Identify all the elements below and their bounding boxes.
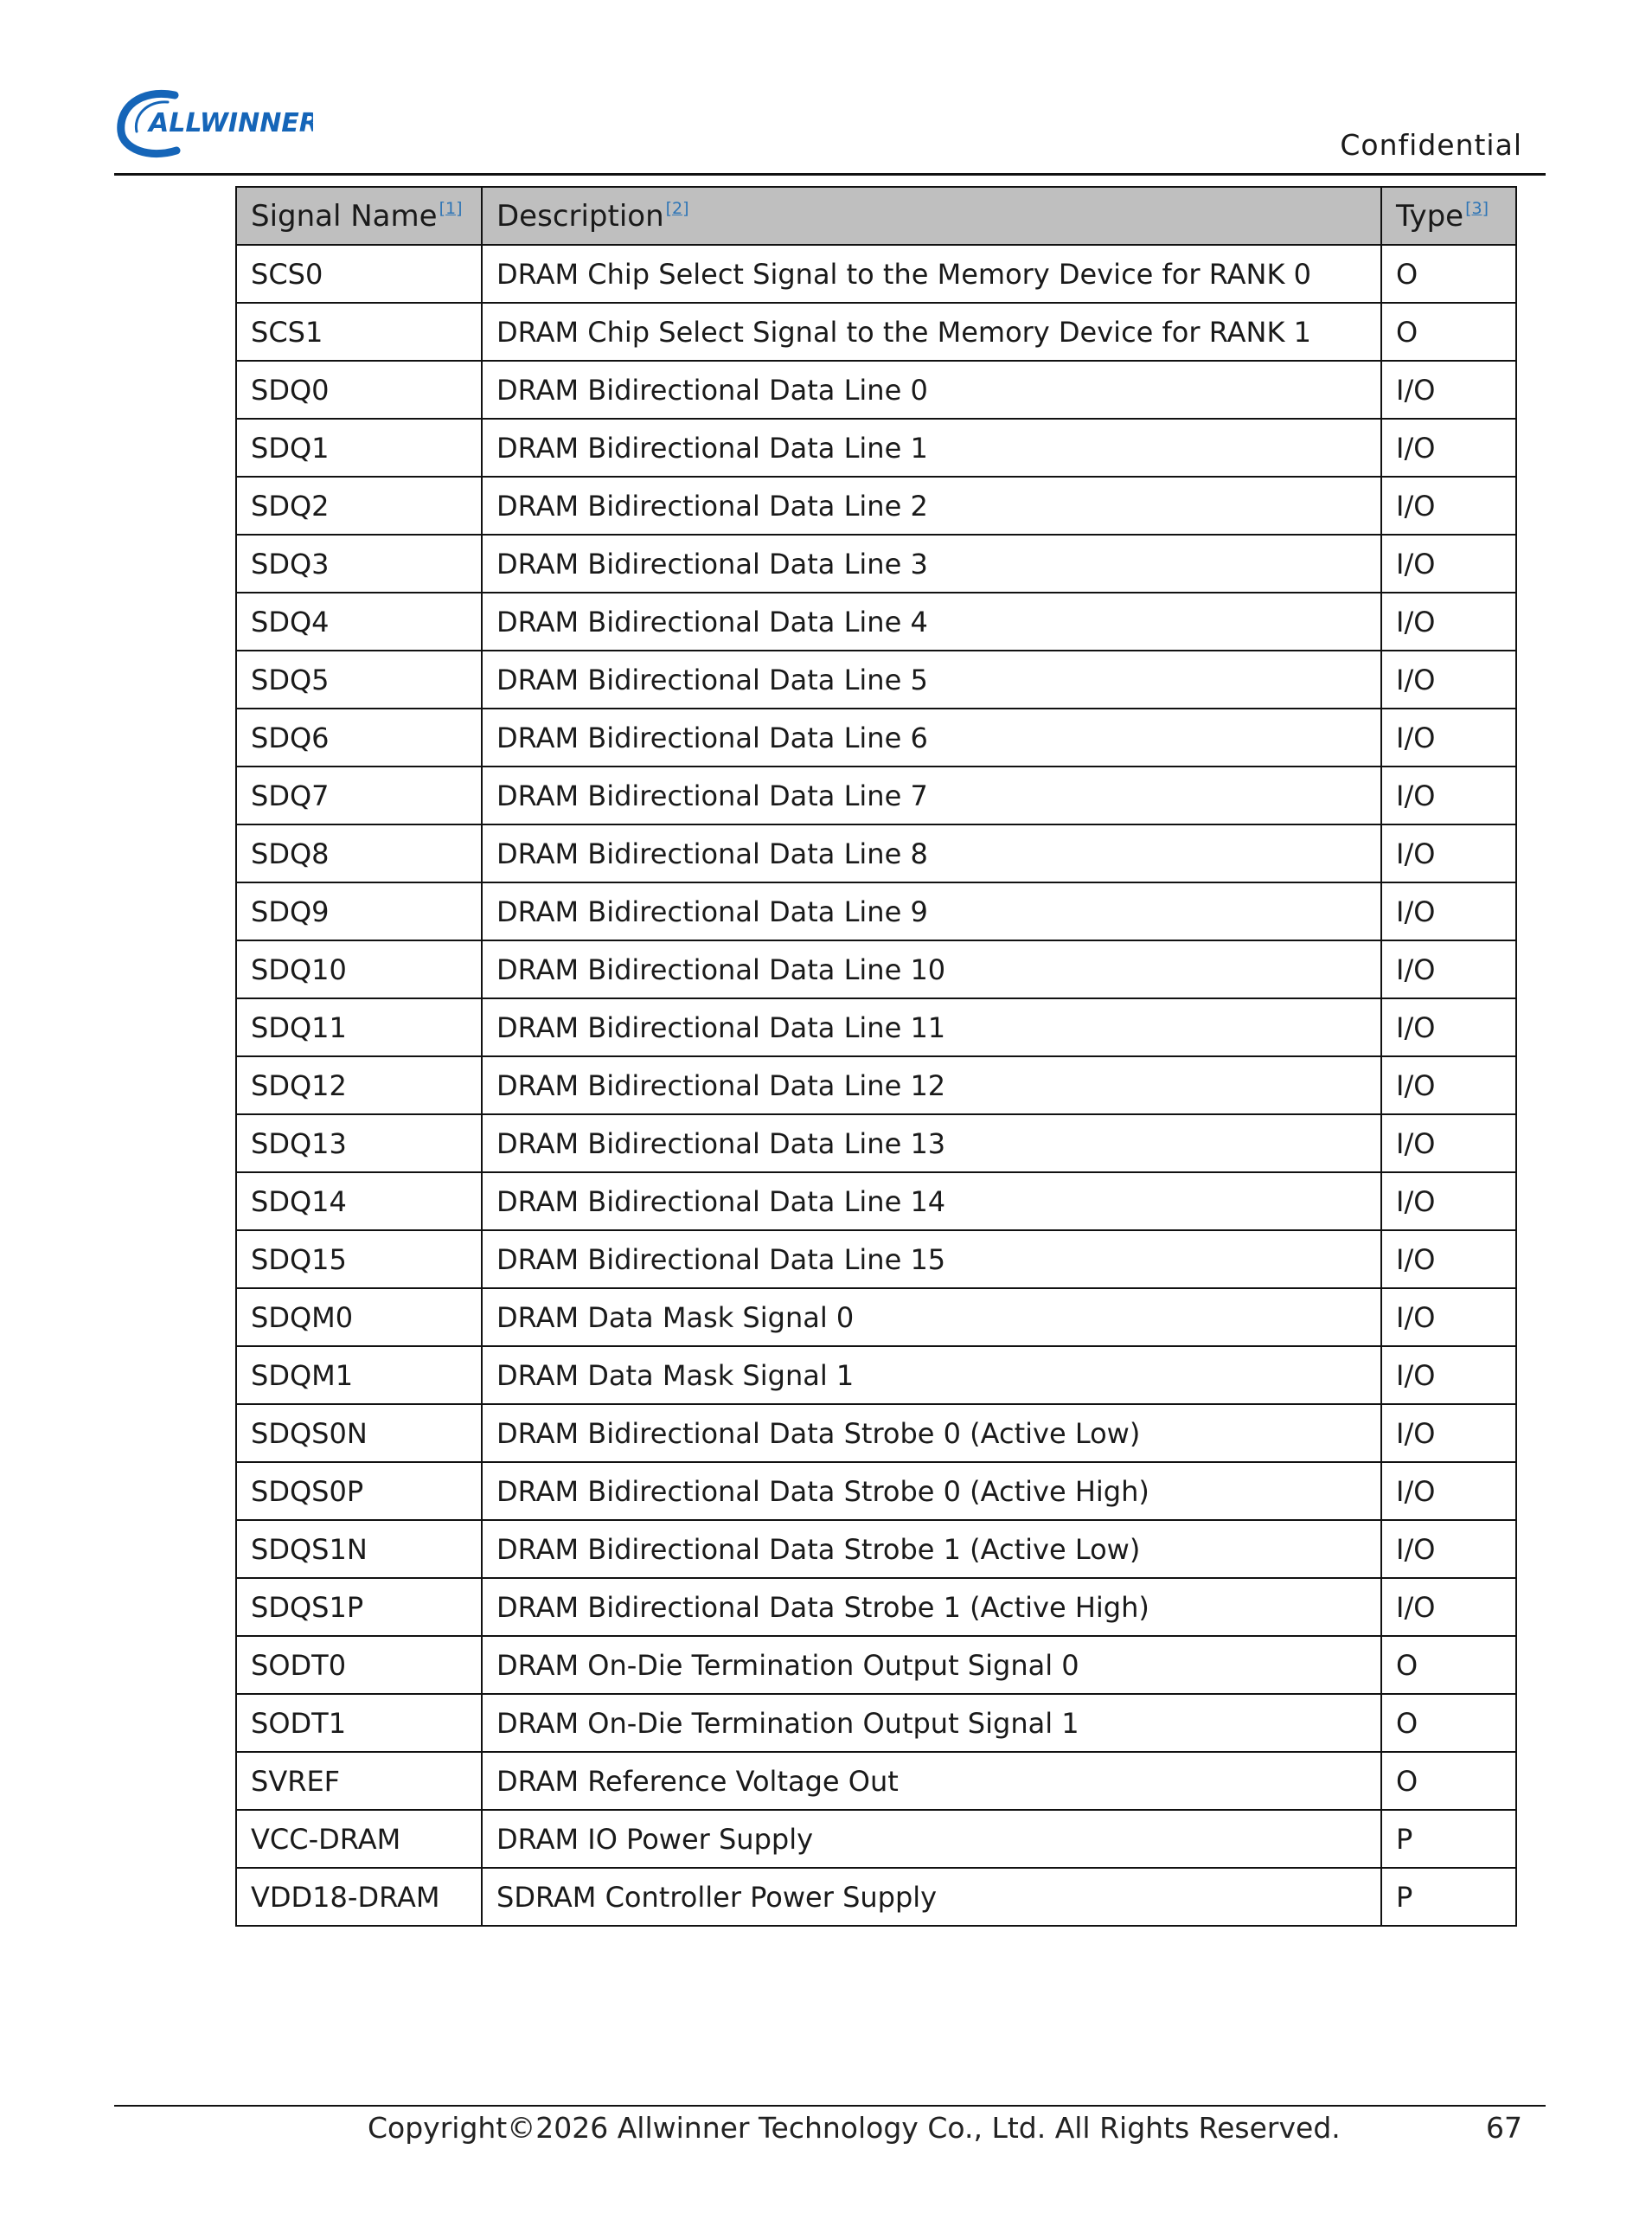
description-cell: DRAM Bidirectional Data Line 7 bbox=[482, 767, 1381, 824]
table-row bbox=[236, 1288, 1516, 1346]
table-header-row bbox=[236, 187, 1516, 245]
signal-name-cell: SDQ13 bbox=[236, 1114, 482, 1172]
description-cell: DRAM Bidirectional Data Line 5 bbox=[482, 651, 1381, 709]
footnote-link-3[interactable]: [3] bbox=[1465, 198, 1489, 218]
page-number: 67 bbox=[1486, 2111, 1522, 2145]
description-cell: DRAM Chip Select Signal to the Memory Device for RANK 0 bbox=[482, 245, 1381, 303]
signal-name-cell: VDD18-DRAM bbox=[236, 1868, 482, 1926]
type-cell: O bbox=[1381, 1636, 1516, 1694]
signal-name-cell: SVREF bbox=[236, 1752, 482, 1810]
type-cell: O bbox=[1381, 1694, 1516, 1752]
table-row bbox=[236, 1172, 1516, 1230]
table-row bbox=[236, 1056, 1516, 1114]
signal-name-cell: SDQ5 bbox=[236, 651, 482, 709]
type-cell: I/O bbox=[1381, 1578, 1516, 1636]
description-cell: DRAM Bidirectional Data Line 10 bbox=[482, 940, 1381, 998]
type-cell: I/O bbox=[1381, 998, 1516, 1056]
table-row bbox=[236, 824, 1516, 882]
description-cell: DRAM Bidirectional Data Strobe 0 (Active High) bbox=[482, 1462, 1381, 1520]
table-row bbox=[236, 535, 1516, 593]
type-cell: I/O bbox=[1381, 1346, 1516, 1404]
signal-name-cell: SDQ12 bbox=[236, 1056, 482, 1114]
description-cell: DRAM Bidirectional Data Line 2 bbox=[482, 477, 1381, 535]
table-row bbox=[236, 767, 1516, 824]
type-cell: P bbox=[1381, 1868, 1516, 1926]
signal-table bbox=[235, 186, 1517, 1927]
type-cell: I/O bbox=[1381, 1172, 1516, 1230]
signal-name-cell: SCS0 bbox=[236, 245, 482, 303]
signal-name-cell: SDQ11 bbox=[236, 998, 482, 1056]
type-cell: I/O bbox=[1381, 824, 1516, 882]
description-cell: DRAM Bidirectional Data Line 15 bbox=[482, 1230, 1381, 1288]
signal-name-cell: SDQS1P bbox=[236, 1578, 482, 1636]
header-divider bbox=[114, 173, 1546, 176]
type-cell: I/O bbox=[1381, 1520, 1516, 1578]
table-row bbox=[236, 709, 1516, 767]
type-cell: I/O bbox=[1381, 1288, 1516, 1346]
type-cell: O bbox=[1381, 245, 1516, 303]
header-type: Type [3] bbox=[1381, 187, 1516, 245]
signal-name-cell: SDQS0N bbox=[236, 1404, 482, 1462]
type-cell: P bbox=[1381, 1810, 1516, 1868]
table-row bbox=[236, 245, 1516, 303]
allwinner-logo bbox=[114, 87, 313, 164]
type-cell: I/O bbox=[1381, 1230, 1516, 1288]
type-cell: I/O bbox=[1381, 651, 1516, 709]
table-row bbox=[236, 1810, 1516, 1868]
signal-name-cell: SDQM0 bbox=[236, 1288, 482, 1346]
logo-wordmark: ALLWINNER bbox=[149, 108, 313, 138]
type-cell: I/O bbox=[1381, 593, 1516, 651]
description-cell: DRAM Bidirectional Data Strobe 0 (Active Low) bbox=[482, 1404, 1381, 1462]
table-row bbox=[236, 651, 1516, 709]
description-cell: DRAM Bidirectional Data Line 13 bbox=[482, 1114, 1381, 1172]
signal-name-cell: SDQ6 bbox=[236, 709, 482, 767]
description-cell: DRAM Bidirectional Data Line 0 bbox=[482, 361, 1381, 419]
type-cell: I/O bbox=[1381, 767, 1516, 824]
header-signal-name: Signal Name [1] bbox=[236, 187, 482, 245]
type-cell: I/O bbox=[1381, 361, 1516, 419]
type-cell: I/O bbox=[1381, 940, 1516, 998]
table-row bbox=[236, 303, 1516, 361]
signal-name-cell: SDQ1 bbox=[236, 419, 482, 477]
type-cell: O bbox=[1381, 303, 1516, 361]
table-row bbox=[236, 361, 1516, 419]
signal-name-cell: VCC-DRAM bbox=[236, 1810, 482, 1868]
type-cell: I/O bbox=[1381, 1114, 1516, 1172]
description-cell: DRAM IO Power Supply bbox=[482, 1810, 1381, 1868]
table-row bbox=[236, 1462, 1516, 1520]
type-cell: I/O bbox=[1381, 1404, 1516, 1462]
table-row bbox=[236, 998, 1516, 1056]
signal-name-cell: SDQ14 bbox=[236, 1172, 482, 1230]
description-cell: DRAM Reference Voltage Out bbox=[482, 1752, 1381, 1810]
description-cell: DRAM On-Die Termination Output Signal 0 bbox=[482, 1636, 1381, 1694]
type-cell: O bbox=[1381, 1752, 1516, 1810]
table-row bbox=[236, 1114, 1516, 1172]
signal-name-cell: SDQ15 bbox=[236, 1230, 482, 1288]
signal-name-cell: SODT1 bbox=[236, 1694, 482, 1752]
type-cell: I/O bbox=[1381, 477, 1516, 535]
description-cell: DRAM Bidirectional Data Strobe 1 (Active High) bbox=[482, 1578, 1381, 1636]
footnote-link-2[interactable]: [2] bbox=[665, 198, 689, 218]
signal-name-cell: SCS1 bbox=[236, 303, 482, 361]
signal-name-cell: SDQ4 bbox=[236, 593, 482, 651]
description-cell: DRAM Data Mask Signal 1 bbox=[482, 1346, 1381, 1404]
description-cell: DRAM Bidirectional Data Line 3 bbox=[482, 535, 1381, 593]
table-row bbox=[236, 882, 1516, 940]
description-cell: DRAM Chip Select Signal to the Memory Device for RANK 1 bbox=[482, 303, 1381, 361]
description-cell: DRAM Data Mask Signal 0 bbox=[482, 1288, 1381, 1346]
signal-name-cell: SDQS0P bbox=[236, 1462, 482, 1520]
signal-name-cell: SDQ2 bbox=[236, 477, 482, 535]
table-row bbox=[236, 1578, 1516, 1636]
table-row bbox=[236, 1694, 1516, 1752]
description-cell: DRAM Bidirectional Data Line 14 bbox=[482, 1172, 1381, 1230]
header-description: Description [2] bbox=[482, 187, 1381, 245]
footnote-link-1[interactable]: [1] bbox=[439, 198, 463, 218]
signal-name-cell: SDQ0 bbox=[236, 361, 482, 419]
signal-name-cell: SDQ8 bbox=[236, 824, 482, 882]
description-cell: DRAM Bidirectional Data Line 9 bbox=[482, 882, 1381, 940]
table-row bbox=[236, 1404, 1516, 1462]
description-cell: DRAM Bidirectional Data Strobe 1 (Active Low) bbox=[482, 1520, 1381, 1578]
signal-name-cell: SDQ7 bbox=[236, 767, 482, 824]
description-cell: DRAM Bidirectional Data Line 4 bbox=[482, 593, 1381, 651]
type-cell: I/O bbox=[1381, 419, 1516, 477]
table-row bbox=[236, 593, 1516, 651]
description-cell: SDRAM Controller Power Supply bbox=[482, 1868, 1381, 1926]
table-row bbox=[236, 477, 1516, 535]
table-row bbox=[236, 1230, 1516, 1288]
description-cell: DRAM Bidirectional Data Line 11 bbox=[482, 998, 1381, 1056]
confidential-label: Confidential bbox=[1340, 128, 1522, 162]
table-row bbox=[236, 940, 1516, 998]
table-row bbox=[236, 419, 1516, 477]
copyright-text: Copyright©2026 Allwinner Technology Co., Ltd. All Rights Reserved. bbox=[368, 2111, 1341, 2145]
type-cell: I/O bbox=[1381, 1462, 1516, 1520]
table-row bbox=[236, 1636, 1516, 1694]
description-cell: DRAM Bidirectional Data Line 12 bbox=[482, 1056, 1381, 1114]
table-row bbox=[236, 1520, 1516, 1578]
type-cell: I/O bbox=[1381, 1056, 1516, 1114]
description-cell: DRAM Bidirectional Data Line 6 bbox=[482, 709, 1381, 767]
description-cell: DRAM Bidirectional Data Line 1 bbox=[482, 419, 1381, 477]
table-row bbox=[236, 1868, 1516, 1926]
signal-name-cell: SODT0 bbox=[236, 1636, 482, 1694]
type-cell: I/O bbox=[1381, 882, 1516, 940]
table-row bbox=[236, 1346, 1516, 1404]
footer-divider bbox=[114, 2105, 1546, 2107]
description-cell: DRAM On-Die Termination Output Signal 1 bbox=[482, 1694, 1381, 1752]
table-row bbox=[236, 1752, 1516, 1810]
signal-name-cell: SDQ3 bbox=[236, 535, 482, 593]
type-cell: I/O bbox=[1381, 535, 1516, 593]
description-cell: DRAM Bidirectional Data Line 8 bbox=[482, 824, 1381, 882]
signal-name-cell: SDQS1N bbox=[236, 1520, 482, 1578]
type-cell: I/O bbox=[1381, 709, 1516, 767]
signal-name-cell: SDQM1 bbox=[236, 1346, 482, 1404]
signal-name-cell: SDQ10 bbox=[236, 940, 482, 998]
signal-name-cell: SDQ9 bbox=[236, 882, 482, 940]
